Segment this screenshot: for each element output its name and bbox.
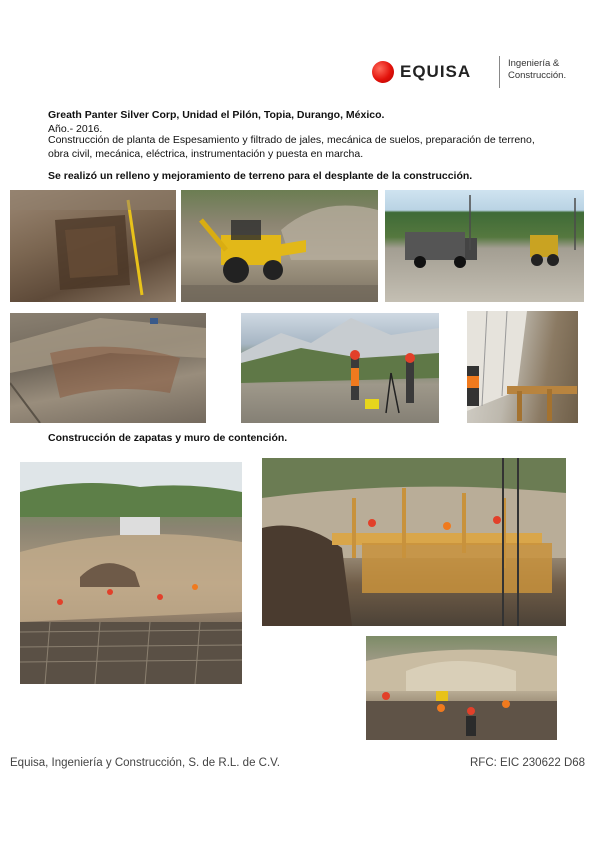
excavation-pit-photo (10, 190, 176, 302)
footer-company-name: Equisa, Ingeniería y Construcción, S. de R.L. de C.V. (10, 757, 280, 769)
wall-formwork-workers-photo (262, 458, 566, 626)
project-description: Construcción de planta de Espesamiento y filtrado de jales, mecánica de suelos, preparación de terreno, obra civil, mecánica, eléctrica, instrumentación y puesta en marcha. (48, 134, 535, 160)
surveyors-mountains-photo (241, 313, 439, 423)
logo-sphere-icon (372, 61, 394, 83)
logo-divider (499, 56, 500, 88)
dump-truck-loader-photo (385, 190, 584, 302)
backhoe-loader-photo (181, 190, 378, 302)
tagline-line-2: Construcción. (508, 70, 567, 81)
section-heading-fill: Se realizó un relleno y mejoramiento de terreno para el desplante de la construcción. (48, 170, 473, 182)
terrace-excavation-photo (10, 313, 206, 423)
company-logo (370, 52, 580, 92)
foundation-site-overview-photo (20, 462, 242, 684)
section-heading-foundation: Construcción de zapatas y muro de contención. (48, 432, 288, 444)
project-title: Greath Panter Silver Corp, Unidad el Pilón, Topia, Durango, México. (48, 109, 385, 121)
tagline-line-1: Ingeniería & (508, 58, 560, 69)
logo-wordmark: EQUISA (400, 62, 472, 81)
logo-tagline (508, 58, 566, 82)
footing-workers-photo (366, 636, 557, 740)
project-year: Año.- 2016. (48, 123, 103, 135)
retaining-wall-formwork-photo (467, 311, 578, 423)
footer-rfc: RFC: EIC 230622 D68 (470, 757, 586, 769)
